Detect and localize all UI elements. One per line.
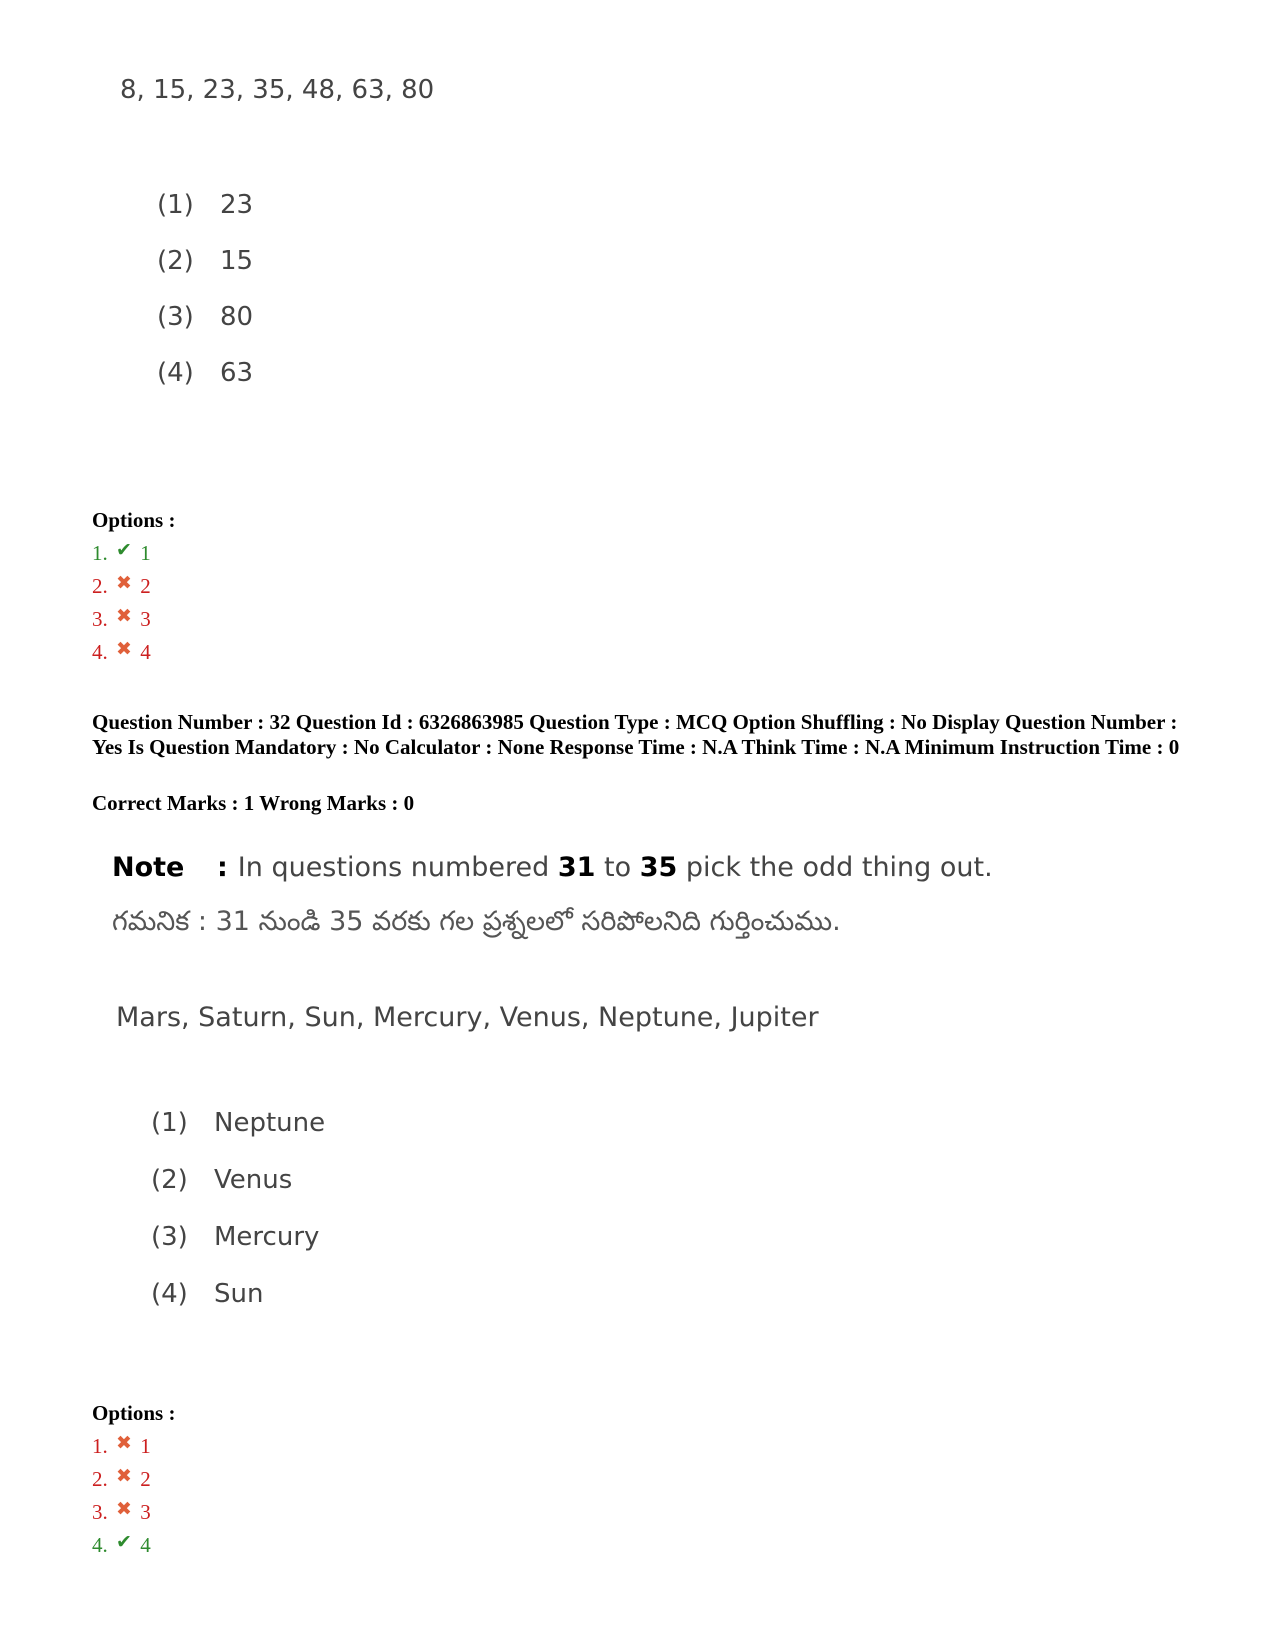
q31-option-1 (92, 541, 151, 566)
q32-option-2 (92, 1467, 151, 1492)
q32-choice-1 (151, 1108, 325, 1138)
q32-choice-3 (151, 1222, 319, 1252)
q31-choice-2 (157, 246, 253, 276)
q32-marks: Correct Marks : 1 Wrong Marks : 0 (92, 791, 415, 815)
choice-text: 23 (220, 190, 254, 220)
option-number: 3. (92, 607, 108, 631)
cross-icon: ✖ (116, 1499, 132, 1520)
q31-option-2 (92, 574, 151, 599)
q32-options-heading: Options : (92, 1401, 176, 1425)
q32-choice-2 (151, 1165, 292, 1195)
q32-question-text: Mars, Saturn, Sun, Mercury, Venus, Neptune, Jupiter (116, 1002, 819, 1033)
option-value: 3 (140, 607, 151, 631)
choice-text: 15 (220, 246, 254, 276)
option-value: 4 (140, 640, 151, 664)
choice-number: (1) (157, 190, 194, 220)
note-colon: : (216, 852, 228, 883)
choice-number: (2) (151, 1165, 188, 1195)
q32-option-1 (92, 1434, 151, 1459)
note-number-1: 31 (557, 852, 596, 883)
choice-text: 80 (220, 302, 254, 332)
choice-text: Venus (214, 1165, 293, 1195)
q32-telugu-note: గమనిక : 31 నుండి 35 వరకు గల ప్రశ్నలలో సరిపోలనిది గుర్తించుము. (112, 906, 841, 937)
q32-choice-4 (151, 1279, 263, 1309)
choice-number: (4) (151, 1279, 188, 1309)
choice-number: (3) (151, 1222, 188, 1252)
q31-choice-4 (157, 358, 253, 388)
note-label: Note (112, 852, 185, 883)
option-number: 1. (92, 1434, 108, 1458)
note-text-1: In questions numbered (237, 852, 558, 883)
option-value: 3 (140, 1500, 151, 1524)
note-text-3: pick the odd thing out. (677, 852, 993, 883)
option-number: 1. (92, 541, 108, 565)
q32-option-4 (92, 1533, 151, 1558)
choice-number: (2) (157, 246, 194, 276)
check-icon: ✔ (116, 1532, 132, 1553)
q31-options-heading: Options : (92, 508, 176, 532)
note-text-2: to (595, 852, 640, 883)
option-number: 3. (92, 1500, 108, 1524)
choice-text: 63 (220, 358, 254, 388)
cross-icon: ✖ (116, 573, 132, 594)
choice-number: (3) (157, 302, 194, 332)
choice-number: (4) (157, 358, 194, 388)
q32-option-3 (92, 1500, 151, 1525)
check-icon: ✔ (116, 540, 132, 561)
choice-text: Mercury (214, 1222, 320, 1252)
q31-choice-3 (157, 302, 253, 332)
note-number-2: 35 (639, 852, 678, 883)
q31-option-3 (92, 607, 151, 632)
q32-metadata: Question Number : 32 Question Id : 6326863985 Question Type : MCQ Option Shuffling : No Display Question Number : Yes Is Question Mandatory : No Calculator : None Response Time : N.A Think Time : N.A Minimum Instruction Time : 0 (92, 710, 1180, 759)
cross-icon: ✖ (116, 1466, 132, 1487)
choice-text: Sun (214, 1279, 264, 1309)
option-value: 1 (140, 1434, 151, 1458)
cross-icon: ✖ (116, 639, 132, 660)
question-31-series: 8, 15, 23, 35, 48, 63, 80 (120, 75, 435, 105)
option-value: 2 (140, 1467, 151, 1491)
option-number: 4. (92, 1533, 108, 1557)
choice-text: Neptune (214, 1108, 326, 1138)
cross-icon: ✖ (116, 1433, 132, 1454)
cross-icon: ✖ (116, 606, 132, 627)
option-value: 2 (140, 574, 151, 598)
q31-choice-1 (157, 190, 253, 220)
q32-note (112, 852, 993, 883)
option-number: 2. (92, 1467, 108, 1491)
option-value: 1 (140, 541, 151, 565)
choice-number: (1) (151, 1108, 188, 1138)
option-value: 4 (140, 1533, 151, 1557)
option-number: 2. (92, 574, 108, 598)
option-number: 4. (92, 640, 108, 664)
q31-option-4 (92, 640, 151, 665)
